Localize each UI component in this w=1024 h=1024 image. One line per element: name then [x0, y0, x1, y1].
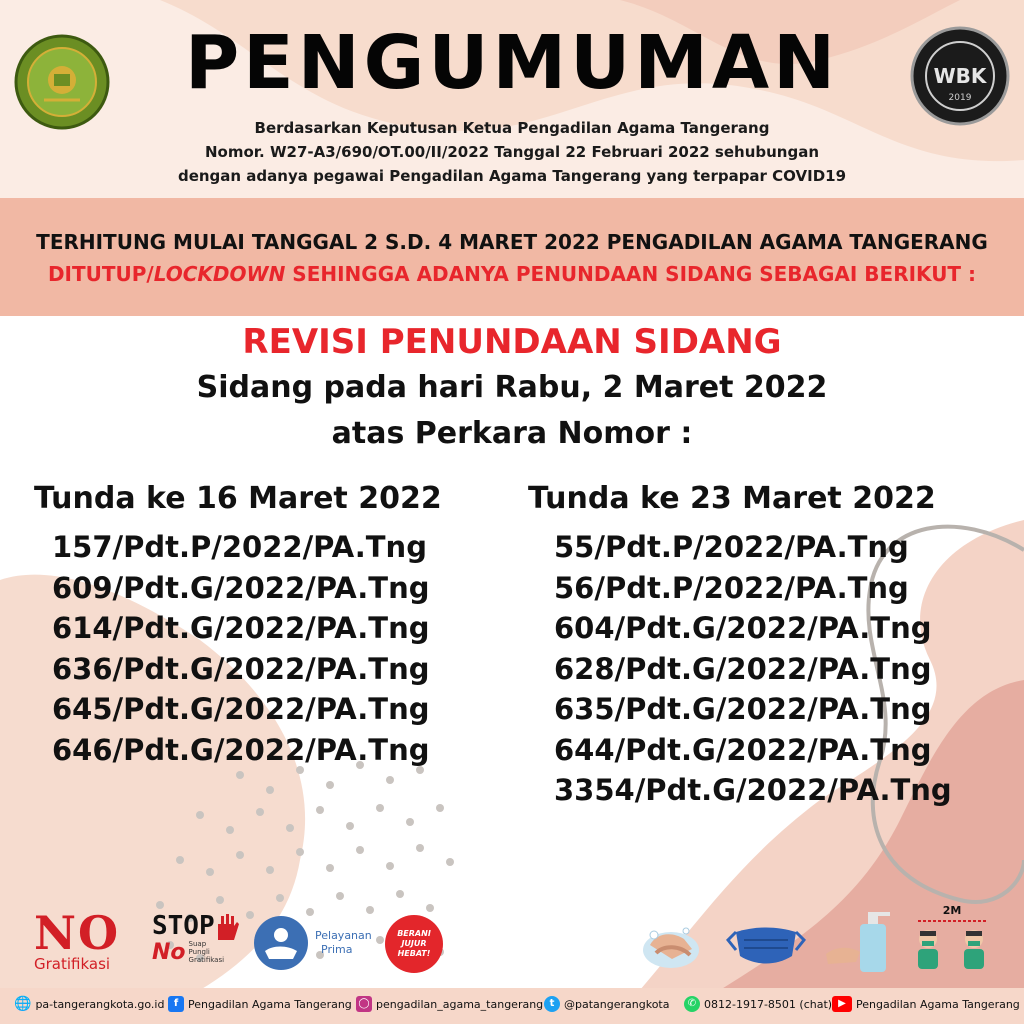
youtube-icon: ▶ [832, 996, 852, 1012]
decree-text [0, 116, 1024, 188]
website-text: pa-tangerangkota.go.id [35, 997, 165, 1011]
no-gratifikasi-logo [34, 906, 134, 980]
youtube-text: Pengadilan Agama Tangerang [856, 997, 1020, 1011]
session-date-line: Sidang pada hari Rabu, 2 Maret 2022 [196, 370, 828, 405]
pelayanan-line2: Prima [321, 943, 353, 956]
instagram-text: pengadilan_agama_tangerang [376, 997, 544, 1011]
case-item: 645/Pdt.G/2022/PA.Tng [52, 692, 430, 726]
case-item: 635/Pdt.G/2022/PA.Tng [554, 692, 932, 726]
twitter-text: @patangerangkota [564, 997, 670, 1011]
facebook-text: Pengadilan Agama Tangerang [188, 997, 352, 1011]
case-item: 157/Pdt.P/2022/PA.Tng [52, 530, 427, 564]
announcement-banner [0, 198, 1024, 316]
footer-instagram[interactable] [356, 996, 543, 1012]
berani-text: BERANI JUJUR HEBAT! [397, 929, 431, 958]
banner-line-dates: TERHITUNG MULAI TANGGAL 2 S.D. 4 MARET 2022 PENGADILAN AGAMA TANGERANG [36, 230, 988, 254]
case-list-16-maret [52, 527, 430, 770]
hand-stop-icon [212, 912, 242, 942]
whatsapp-icon: ✆ [684, 996, 700, 1012]
banner-line-lockdown [0, 262, 1024, 286]
case-item: 636/Pdt.G/2022/PA.Tng [52, 651, 430, 686]
svg-text:2019: 2019 [948, 93, 972, 103]
pelayanan-prima-logo [253, 915, 383, 975]
instagram-icon: ◯ [356, 996, 372, 1012]
hand-washing-icon [636, 905, 706, 975]
face-mask-icon [726, 920, 806, 970]
page-title: PENGUMUMAN [184, 20, 840, 106]
hand-sanitizer-icon [824, 908, 894, 974]
case-item: 55/Pdt.P/2022/PA.Tng [554, 530, 909, 564]
social-distance-icon [912, 904, 992, 974]
svg-text:WBK: WBK [933, 64, 987, 88]
case-item: 646/Pdt.G/2022/PA.Tng [52, 732, 430, 767]
footer-youtube[interactable] [832, 996, 1020, 1012]
stop-text: STOP [152, 911, 215, 941]
pelayanan-line1: Pelayanan [315, 929, 372, 942]
footer-website[interactable] [14, 996, 164, 1012]
footer-facebook[interactable] [168, 996, 352, 1012]
column-heading-23-maret: Tunda ke 23 Maret 2022 [528, 481, 936, 516]
decree-line: Nomor. W27-A3/690/OT.00/II/2022 Tanggal 22 Februari 2022 sehubungan [204, 143, 820, 161]
service-hand-icon [253, 915, 309, 971]
decree-line: Berdasarkan Keputusan Ketua Pengadilan Agama Tangerang [254, 119, 770, 137]
globe-icon: 🌐 [14, 996, 32, 1012]
footer-whatsapp[interactable] [684, 996, 832, 1012]
stop-pungli-logo [152, 912, 242, 978]
case-number-label: atas Perkara Nomor : [331, 416, 693, 451]
case-item: 644/Pdt.G/2022/PA.Tng [554, 732, 932, 767]
twitter-icon: t [544, 996, 560, 1012]
case-item: 3354/Pdt.G/2022/PA.Tng [554, 773, 952, 807]
decree-line: dengan adanya pegawai Pengadilan Agama Tangerang yang terpapar COVID19 [177, 167, 847, 185]
case-item: 56/Pdt.P/2022/PA.Tng [554, 570, 909, 605]
case-item: 628/Pdt.G/2022/PA.Tng [554, 651, 932, 686]
whatsapp-text: 0812-1917-8501 (chat) [704, 997, 833, 1011]
banner-suffix: SEHINGGA ADANYA PENUNDAAN SIDANG SEBAGAI BERIKUT : [285, 262, 977, 286]
stop-no-text: No [152, 940, 186, 965]
banner-lockdown-word: LOCKDOWN [153, 262, 286, 286]
revision-heading: REVISI PENUNDAAN SIDANG [242, 322, 782, 362]
distance-label: 2M [942, 904, 962, 917]
no-gratifikasi-big: NO [34, 906, 121, 960]
case-list-23-maret [554, 527, 952, 811]
facebook-icon: f [168, 996, 184, 1012]
pelayanan-text [315, 929, 372, 957]
case-item: 604/Pdt.G/2022/PA.Tng [554, 611, 932, 645]
case-item: 614/Pdt.G/2022/PA.Tng [52, 611, 430, 645]
no-gratifikasi-small: Gratifikasi [34, 955, 111, 973]
berani-jujur-hebat-logo [385, 915, 443, 973]
case-item: 609/Pdt.G/2022/PA.Tng [52, 570, 430, 605]
banner-prefix: DITUTUP/ [47, 262, 154, 286]
stop-pungli-sub [152, 940, 242, 964]
column-heading-16-maret: Tunda ke 16 Maret 2022 [34, 481, 442, 516]
footer-twitter[interactable] [544, 996, 669, 1012]
stop-caption: Suap Pungli Gratifikasi [188, 940, 225, 964]
